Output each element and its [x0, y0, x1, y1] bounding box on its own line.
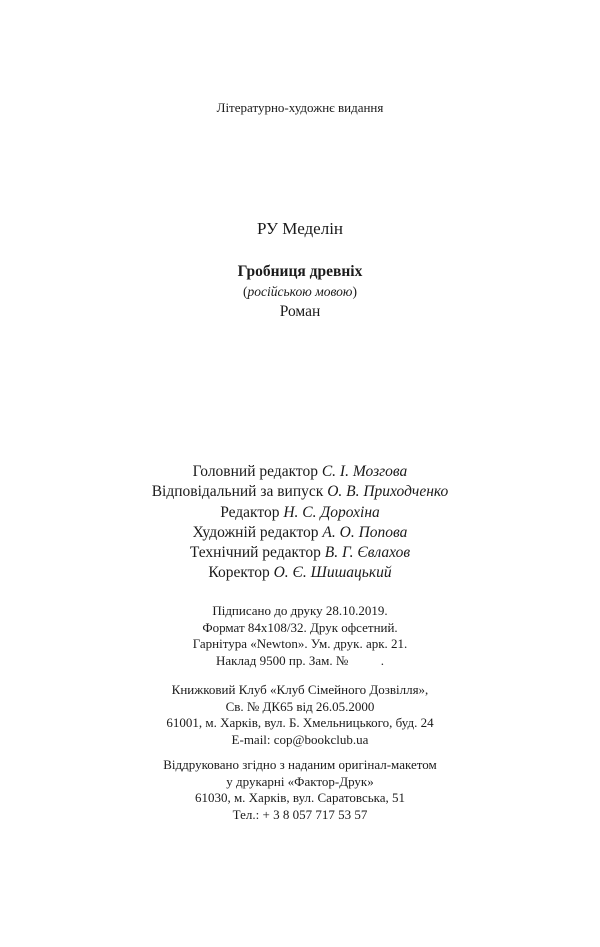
credit-name: А. О. Попова — [322, 523, 408, 541]
publisher-email: E-mail: cop@bookclub.ua — [231, 731, 369, 747]
language-paren-open: ( — [243, 284, 248, 299]
author-line — [0, 218, 600, 240]
credit-line — [0, 503, 600, 523]
printer-line: Віддруковано згідно з наданим оригінал-макетом — [163, 757, 437, 772]
printer-info — [0, 757, 600, 823]
credit-role: Відповідальний за випуск — [151, 483, 328, 501]
print-info-line: Підписано до друку 28.10.2019. — [212, 603, 388, 618]
credits-list — [0, 462, 600, 584]
language-text: російською мовою — [247, 284, 353, 299]
credit-role: Коректор — [208, 564, 274, 582]
printer-phone: Тел.: + 3 8 057 717 53 57 — [232, 806, 368, 822]
print-info-line: Наклад 9500 пр. Зам. № . — [216, 652, 384, 668]
credit-role: Головний редактор — [192, 463, 322, 480]
credit-role: Редактор — [220, 503, 284, 521]
printer-line: у друкарні «Фактор-Друк» — [226, 773, 374, 789]
literary-form — [0, 302, 600, 322]
publisher-line: Книжковий Клуб «Клуб Сімейного Дозвілля», — [171, 682, 429, 697]
book-title-text: Гробниця древніх — [237, 263, 363, 280]
genre-line — [0, 99, 600, 116]
publisher-info — [0, 682, 600, 748]
literary-form-text: Роман — [279, 303, 321, 320]
book-title — [0, 262, 600, 282]
credit-name: Н. С. Дорохіна — [283, 503, 380, 521]
credit-line — [0, 543, 600, 563]
print-info-line: Гарнітура «Newton». Ум. друк. арк. 21. — [192, 636, 408, 651]
genre-text: Літературно-художнє видання — [216, 100, 384, 115]
credit-name: О. Є. Шишацький — [273, 564, 392, 582]
publisher-line: Св. № ДК65 від 26.05.2000 — [225, 698, 375, 714]
credit-name: В. Г. Євлахов — [324, 544, 411, 562]
credit-line — [0, 563, 600, 583]
print-info — [0, 603, 600, 669]
credit-line — [0, 482, 600, 502]
credit-role: Художній редактор — [192, 523, 323, 541]
credit-name: С. І. Мозгова — [321, 463, 408, 480]
author-name: РУ Меделін — [256, 219, 344, 238]
language-note — [0, 283, 600, 300]
print-info-line: Формат 84x108/32. Друк офсетний. — [202, 619, 398, 635]
credit-line — [0, 523, 600, 543]
publisher-line: 61001, м. Харків, вул. Б. Хмельницького, буд. 24 — [166, 715, 434, 730]
language-paren-close: ) — [352, 284, 357, 299]
credit-role: Технічний редактор — [189, 544, 325, 562]
credit-line — [0, 462, 600, 482]
printer-line: 61030, м. Харків, вул. Саратовська, 51 — [194, 790, 406, 805]
credit-name: О. В. Приходченко — [327, 483, 449, 501]
